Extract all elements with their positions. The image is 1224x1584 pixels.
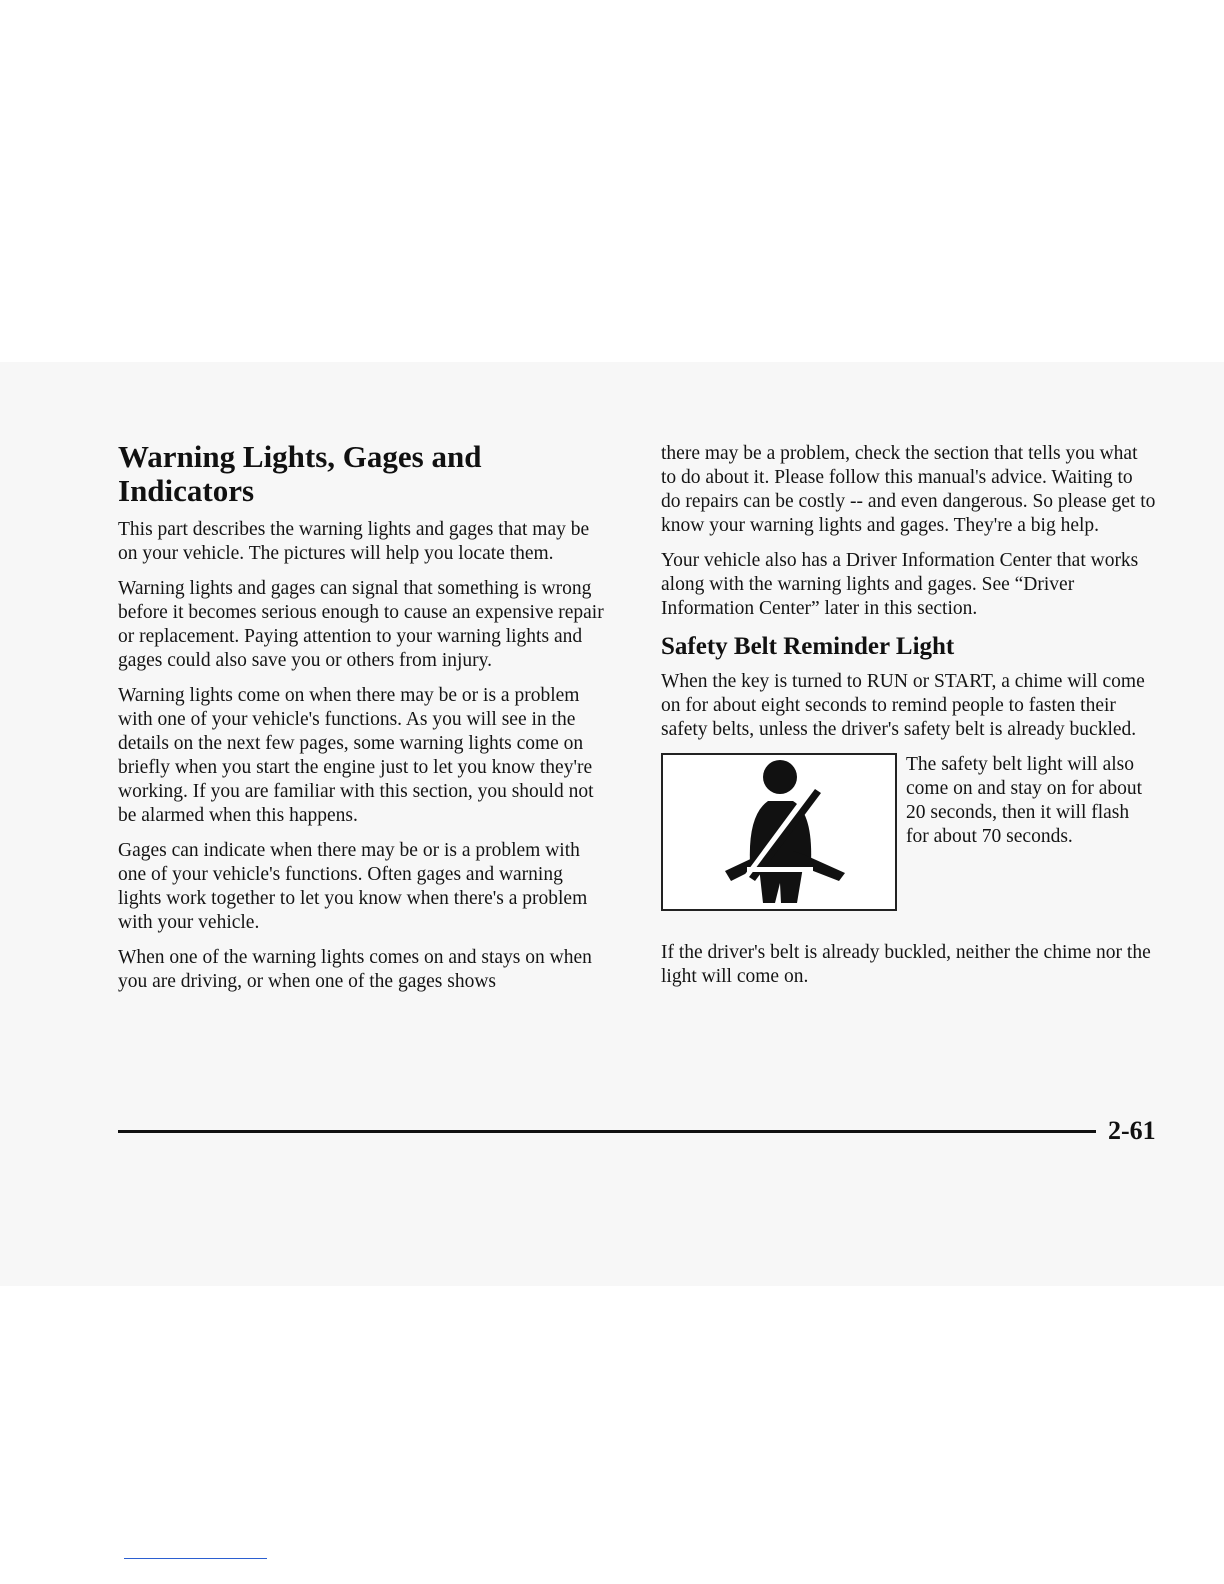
- page-number: 2-61: [1108, 1116, 1156, 1145]
- subsection-intro: When the key is turned to RUN or START, a chime will come on for about eight seconds to remind people to fasten their safety belts, unless the driver's safety belt is already buckled.: [661, 671, 1145, 740]
- figure-row: [661, 753, 1156, 919]
- right-column: [661, 442, 1156, 1000]
- figure-box: [661, 753, 897, 911]
- continued-paragraph: there may be a problem, check the section that tells you what to do about it. Please follow this manual's advice. Waiting to do repairs can be costly -- and even dangerous. So please get to know your warning lights and gages. They're a big help.: [661, 443, 1156, 536]
- left-column: [118, 440, 608, 1005]
- section-title: Warning Lights, Gages and Indicators: [118, 439, 482, 508]
- subsection-title: Safety Belt Reminder Light: [661, 633, 955, 660]
- underline-artifact: [124, 1558, 267, 1559]
- seatbelt-reminder-icon: [663, 755, 895, 909]
- warning-signal-paragraph: Warning lights and gages can signal that something is wrong before it becomes serious enough to cause an expensive repair or replacement. Paying attention to your warning lights and gages could also save you or others from injury.: [118, 578, 604, 671]
- warning-lights-paragraph: Warning lights come on when there may be or is a problem with one of your vehicle's functions. As you will see in the details on the next few pages, some warning lights come on briefly when you start the engine just to let you know they're working. If you are familiar with this section, you should not be alarmed when this happens.: [118, 685, 594, 826]
- stays-on-paragraph: When one of the warning lights comes on and stays on when you are driving, or when one of the gages shows: [118, 947, 592, 992]
- closing-paragraph: If the driver's belt is already buckled, neither the chime nor the light will come on.: [661, 942, 1151, 987]
- gages-paragraph: Gages can indicate when there may be or is a problem with one of your vehicle's functions. Often gages and warning lights work together to let you know when there's a problem with your vehicle.: [118, 840, 588, 933]
- driver-info-paragraph: Your vehicle also has a Driver Information Center that works along with the warning lights and gages. See “Driver Information Center” later in this section.: [661, 550, 1139, 619]
- figure-caption: The safety belt light will also come on and stay on for about 20 seconds, then it will flash for about 70 seconds.: [906, 754, 1143, 847]
- footer-rule: [118, 1130, 1096, 1133]
- intro-paragraph: This part describes the warning lights and gages that may be on your vehicle. The pictures will help you locate them.: [118, 519, 590, 564]
